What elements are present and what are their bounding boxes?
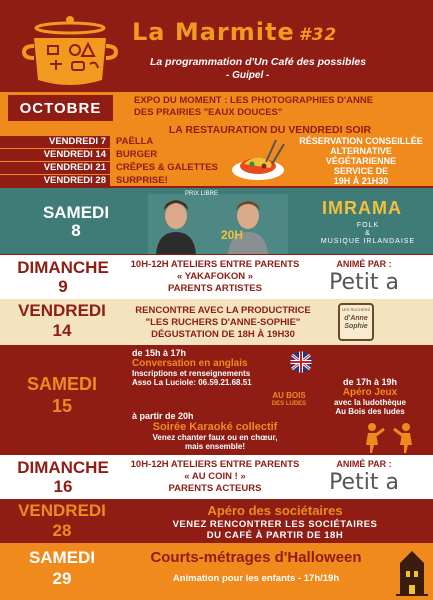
conversation-event xyxy=(132,348,292,387)
event-title: Courts-métrages d'Halloween xyxy=(150,549,362,566)
event-line: "LES RUCHERS D'ANNE-SOPHIE" xyxy=(145,317,301,328)
event-description xyxy=(118,459,312,495)
date-samedi-8 xyxy=(26,204,126,240)
event-description: Animation pour les enfants - 17h/19h xyxy=(172,573,340,584)
day-name: SAMEDI xyxy=(42,203,110,222)
menu-dish: BURGER xyxy=(116,149,158,160)
day-name: SAMEDI xyxy=(26,374,97,394)
event-line: PARENTS ACTEURS xyxy=(168,483,262,494)
date-vendredi-14 xyxy=(6,301,118,341)
event-line: « YAKAFOKON » xyxy=(176,271,254,282)
logo-main-text: d'Anne Sophie xyxy=(344,315,368,330)
magazine-title: La Marmite #32 xyxy=(132,18,338,46)
vendredi-28-band xyxy=(0,499,433,543)
date-dimanche-9 xyxy=(8,258,118,296)
band-name: IMRAMA xyxy=(322,198,402,218)
apero-jeux-event xyxy=(310,377,430,416)
event-time: à partir de 20h xyxy=(132,411,194,421)
menu-dish: PAËLLA xyxy=(116,136,154,147)
event-line: DU CAFÉ À PARTIR DE 18H xyxy=(206,530,344,541)
event-title: Soirée Karaoké collectif xyxy=(152,421,278,433)
event-info: mais ensemble! xyxy=(184,442,246,451)
date-dimanche-16 xyxy=(8,458,118,496)
date-samedi-15 xyxy=(14,373,110,417)
day-number: 8 xyxy=(71,221,81,240)
karaoke-event xyxy=(120,411,310,451)
expo-line-1: EXPO DU MOMENT : LES PHOTOGRAPHIES D'ANNE xyxy=(134,95,374,106)
event-line: PARENTS ARTISTES xyxy=(168,283,262,294)
event-line: 10H-12H ATELIERS ENTRE PARENTS xyxy=(130,459,300,470)
day-number: 9 xyxy=(58,277,68,296)
event-info: Asso La Luciole: 06.59.21.68.51 xyxy=(132,378,252,387)
menu-dish: SURPRISE! xyxy=(116,175,168,186)
event-line: VENEZ RENCONTRER LES SOCIÉTAIRES xyxy=(172,519,378,530)
event-info: Au Bois des ludes xyxy=(335,407,405,416)
event-line: DÉGUSTATION DE 18H À 19H30 xyxy=(151,329,295,340)
petit-a-logo: Petit a xyxy=(329,270,399,295)
day-number: 14 xyxy=(52,321,72,340)
event-line: 10H-12H ATELIERS ENTRE PARENTS xyxy=(130,259,300,270)
anime-par-label: ANIMÉ PAR : xyxy=(336,259,392,269)
day-name: VENDREDI xyxy=(18,501,106,520)
event-time: de 15h à 17h xyxy=(132,348,187,358)
event-title: Apéro Jeux xyxy=(342,387,398,398)
samedi-15-band xyxy=(0,345,433,455)
logo-line: AU BOIS xyxy=(272,391,306,400)
event-time: de 17h à 19h xyxy=(342,377,398,387)
day-number: 16 xyxy=(53,477,73,496)
uk-flag-icon xyxy=(288,351,314,373)
event-title: Conversation en anglais xyxy=(132,358,248,369)
anime-par-label: ANIMÉ PAR : xyxy=(336,459,392,469)
menu-day: VENDREDI 21 xyxy=(0,162,110,174)
au-bois-des-ludes-logo xyxy=(264,391,314,408)
logo-line: DES LUDES xyxy=(271,401,307,407)
restauration-band xyxy=(0,124,433,186)
restauration-dishes xyxy=(116,136,236,188)
restauration-info xyxy=(292,136,430,186)
musicians-photo xyxy=(148,194,288,254)
petit-a-logo: Petit a xyxy=(329,470,399,495)
dimanche-16-band xyxy=(0,455,433,499)
food-plate-icon xyxy=(228,136,292,186)
prix-libre: PRIX LIBRE xyxy=(185,191,219,197)
vendredi-14-band xyxy=(0,299,433,345)
day-number: 29 xyxy=(52,569,72,588)
event-info: Inscriptions et renseignements xyxy=(132,369,251,378)
day-name: VENDREDI xyxy=(18,301,106,320)
header xyxy=(0,0,433,92)
samedi-29-band xyxy=(0,543,433,600)
info-line: 19H À 21H30 xyxy=(333,176,389,186)
event-line: RENCONTRE AVEC LA PRODUCTRICE xyxy=(135,305,311,316)
event-description xyxy=(118,259,312,295)
event-time: 20H xyxy=(221,228,244,242)
samedi-8-band xyxy=(0,188,433,254)
event-description xyxy=(122,519,428,541)
logo-top-text: LES RUCHERS xyxy=(341,307,371,312)
dimanche-9-band xyxy=(0,255,433,299)
cooking-pot-icon xyxy=(20,14,120,89)
menu-day: VENDREDI 7 xyxy=(0,136,110,148)
band-genre xyxy=(308,222,428,246)
date-vendredi-28 xyxy=(6,501,118,541)
expo-line-2: DES PRAIRIES "EAUX DOUCES" xyxy=(134,107,283,118)
expo-text xyxy=(134,95,430,119)
genre-line: & xyxy=(365,230,371,237)
event-title: Apéro des sociétaires xyxy=(207,503,343,518)
date-samedi-29 xyxy=(14,547,110,589)
day-name: SAMEDI xyxy=(28,548,96,567)
day-name: DIMANCHE xyxy=(17,258,109,277)
subtitle: La programmation d'Un Café des possibles xyxy=(150,56,367,68)
subtitle-location: - Guipel - xyxy=(226,70,270,81)
menu-dish: CRÊPES & GALETTES xyxy=(116,162,218,173)
info-line: RÉSERVATION CONSEILLÉE xyxy=(299,136,423,146)
menu-day: VENDREDI 14 xyxy=(0,149,110,161)
event-info: avec la ludothèque xyxy=(333,398,407,407)
event-description xyxy=(118,305,328,341)
restauration-days xyxy=(0,136,110,187)
genre-line: FOLK xyxy=(356,222,380,229)
event-info: Venez chanter faux ou en chœur, xyxy=(152,433,278,442)
event-line: « AU COIN ! » xyxy=(184,471,246,482)
day-number: 15 xyxy=(51,396,73,416)
day-number: 28 xyxy=(52,521,72,540)
info-line: VÉGÉTARIENNE xyxy=(325,156,397,166)
month-label: OCTOBRE xyxy=(8,95,113,121)
menu-day: VENDREDI 28 xyxy=(0,175,110,187)
haunted-house-icon xyxy=(394,549,430,597)
info-line: SERVICE DE xyxy=(333,166,389,176)
singers-icon xyxy=(358,421,422,453)
restauration-title: LA RESTAURATION DU VENDREDI SOIR xyxy=(168,124,372,136)
octobre-band xyxy=(0,92,433,124)
info-line: ALTERNATIVE xyxy=(330,146,392,156)
genre-line: MUSIQUE IRLANDAISE xyxy=(320,238,416,245)
day-name: DIMANCHE xyxy=(17,458,109,477)
ruchers-logo xyxy=(338,303,374,341)
